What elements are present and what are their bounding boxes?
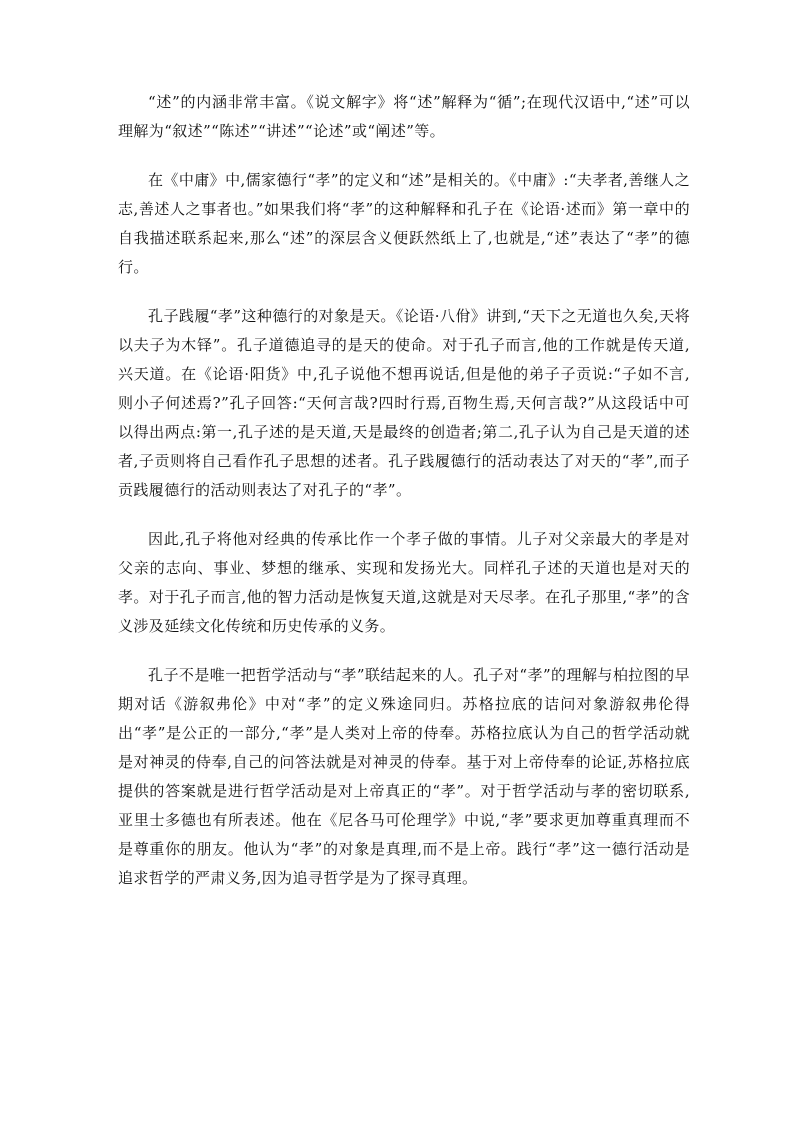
paragraph-4: 因此,孔子将他对经典的传承比作一个孝子做的事情。儿子对父亲最大的孝是对父亲的志向、事业、梦想的继承、实现和发扬光大。同样孔子述的天道也是对天的孝。对于孔子而言,他的智力活动是恢复天道,这就是对天尽孝。在孔子那里,“孝”的含义涉及延续文化传统和历史传承的义务。 xyxy=(118,530,690,635)
paragraph-3: 孔子践履“孝”这种德行的对象是天。《论语·八佾》讲到,“天下之无道也久矣,天将以夫子为木铎”。孔子道德追寻的是天的使命。对于孔子而言,他的工作就是传天道,兴天道。在《论语·阳货》中,孔子说他不想再说话,但是他的弟子子贡说:“子如不言,则小子何述焉?”孔子回答:“天何言哉?四时行焉,百物生焉,天何言哉?”从这段话中可以得出两点:第一,孔子述的是天道,天是最终的创造者;第二,孔子认为自己是天道的述者,子贡则将自己看作孔子思想的述者。孔子践履德行的活动表达了对天的“孝”,而子贡践履德行的活动则表达了对孔子的“孝”。 xyxy=(118,307,690,499)
paragraph-5: 孔子不是唯一把哲学活动与“孝”联结起来的人。孔子对“孝”的理解与柏拉图的早期对话《游叙弗伦》中对“孝”的定义殊途同归。苏格拉底的诘问对象游叙弗伦得出“孝”是公正的一部分,“孝”是人类对上帝的侍奉。苏格拉底认为自己的哲学活动就是对神灵的侍奉,自己的问答法就是对神灵的侍奉。基于对上帝侍奉的论证,苏格拉底提供的答案就是进行哲学活动是对上帝真正的“孝”。对于哲学活动与孝的密切联系,亚里士多德也有所表述。他在《尼各马可伦理学》中说,“孝”要求更加尊重真理而不是尊重你的朋友。他认为“孝”的对象是真理,而不是上帝。践行“孝”这一德行活动是追求哲学的严肃义务,因为追寻哲学是为了探寻真理。 xyxy=(118,666,690,887)
paragraph-2: 在《中庸》中,儒家德行“孝”的定义和“述”是相关的。《中庸》:“夫孝者,善继人之志,善述人之事者也。”如果我们将“孝”的这种解释和孔子在《论语·述而》第一章中的自我描述联系起来,那么“述”的深层含义便跃然纸上了,也就是,“述”表达了“孝”的德行。 xyxy=(118,171,690,276)
document-page xyxy=(118,88,690,913)
paragraph-1: “述”的内涵非常丰富。《说文解字》将“述”解释为“循”;在现代汉语中,“述”可以理解为“叙述”“陈述”“讲述”“论述”或“阐述”等。 xyxy=(118,93,690,140)
